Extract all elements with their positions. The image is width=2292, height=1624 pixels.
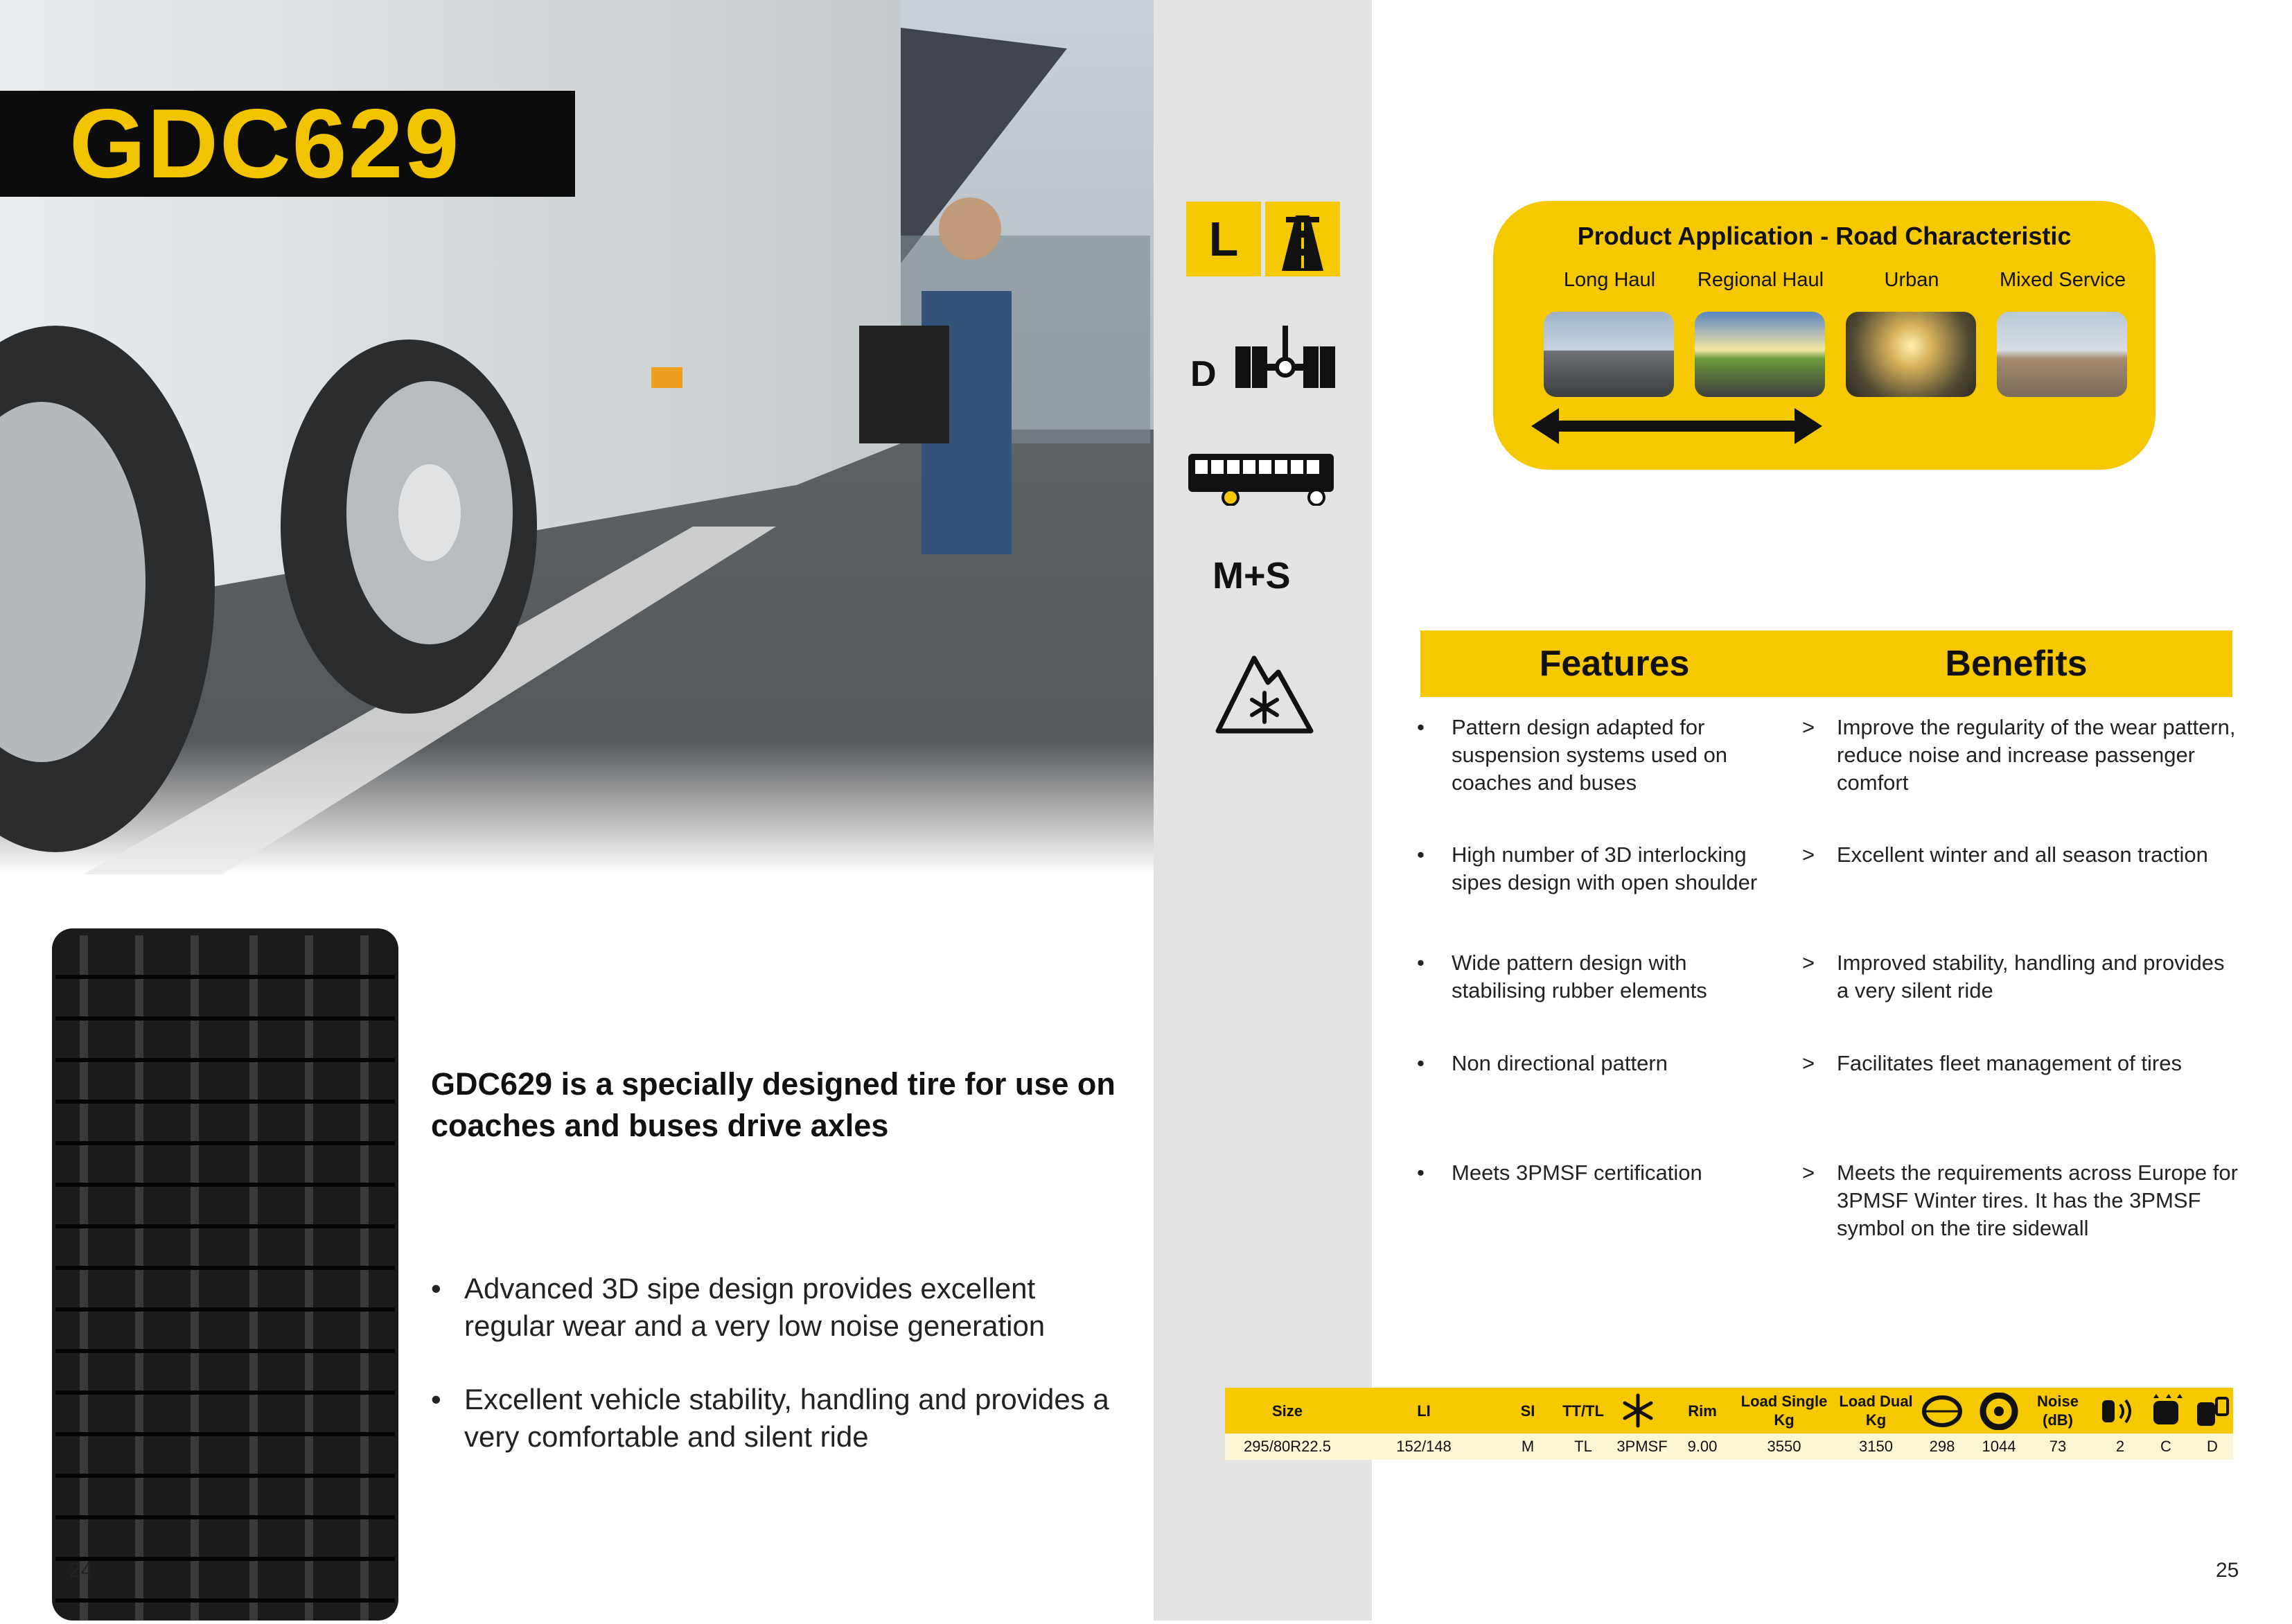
- product-title: GDC629: [69, 89, 461, 199]
- application-label: Long Haul: [1563, 269, 1656, 291]
- application-title: Product Application - Road Characteristic: [1577, 222, 2072, 250]
- header-li: LI: [1417, 1402, 1431, 1420]
- haul-letter: L: [1208, 212, 1239, 266]
- bullet-text: Advanced 3D sipe design provides excellent regular wear and a very low noise generation: [464, 1272, 1046, 1342]
- feature-item: [1413, 841, 1781, 897]
- header-size: Size: [1271, 1402, 1303, 1420]
- page-number-right: 25: [2216, 1559, 2239, 1582]
- benefits-heading: Benefits: [1945, 644, 2088, 684]
- arrow-marker: >: [1802, 715, 1815, 739]
- snowflake-icon: [1620, 1393, 1656, 1429]
- benefit-text: Improved stability, handling and provides a very silent ride: [1837, 951, 2225, 1003]
- header-tt: TT/TL: [1562, 1402, 1604, 1420]
- value-load-single: 3550: [1767, 1438, 1801, 1455]
- header-load-dual: Load Dual Kg: [1839, 1393, 1913, 1429]
- mixed-service-thumbnail: [1997, 312, 2127, 397]
- application-label: Urban: [1884, 269, 1939, 291]
- feature-item: [1413, 714, 1781, 797]
- ms-mark: M+S: [1213, 555, 1291, 597]
- wet-grip-icon: [2146, 1394, 2185, 1429]
- feature-item: [1413, 1050, 1781, 1077]
- benefit-item: [1798, 949, 2228, 1005]
- benefit-text: Improve the regularity of the wear pattern, reduce noise and increase passenger comfort: [1837, 715, 2236, 795]
- bullet-dot: •: [431, 1383, 441, 1415]
- arrow-marker: >: [1802, 842, 1815, 867]
- feature-text: Pattern design adapted for suspension systems used on coaches and buses: [1452, 715, 1728, 795]
- value-diameter: 1044: [1982, 1438, 2016, 1455]
- value-li: 152/148: [1396, 1438, 1452, 1455]
- long-haul-thumbnail: [1544, 312, 1674, 397]
- benefit-text: Meets the requirements across Europe for 3PMSF Winter tires. It has the 3PMSF symbol on the tire sidewall: [1837, 1160, 2238, 1240]
- bullet-dot: •: [1417, 842, 1425, 867]
- value-size: 295/80R22.5: [1244, 1438, 1331, 1455]
- highway-icon: [1265, 202, 1340, 276]
- bullet-item: [431, 1381, 1124, 1457]
- drive-axle-letter: D: [1190, 354, 1217, 394]
- header-rim: Rim: [1688, 1402, 1717, 1420]
- value-noise: 73: [2049, 1438, 2067, 1455]
- tread-pattern-illustration: [42, 915, 409, 1621]
- bullet-item: [431, 1270, 1124, 1346]
- bullet-dot: •: [1417, 1051, 1425, 1075]
- feature-text: High number of 3D interlocking sipes design with open shoulder: [1452, 842, 1758, 894]
- fuel-efficiency-icon: [2193, 1394, 2232, 1429]
- arrow-marker: >: [1802, 951, 1815, 975]
- value-si: M: [1521, 1438, 1535, 1455]
- drive-axle-icon: [1230, 326, 1341, 402]
- features-heading: Features: [1539, 644, 1690, 684]
- bullet-dot: •: [1417, 715, 1425, 739]
- tire-width-icon: [1921, 1394, 1964, 1429]
- bullet-dot: •: [431, 1272, 441, 1305]
- urban-thumbnail: [1846, 312, 1976, 397]
- benefit-text: Excellent winter and all season traction: [1837, 842, 2208, 867]
- regional-haul-thumbnail: [1695, 312, 1825, 397]
- bullet-dot: •: [1417, 1160, 1425, 1185]
- tire-tread-image: [42, 915, 409, 1621]
- value-tt: TL: [1574, 1438, 1592, 1455]
- value-fuel-class: D: [2207, 1438, 2218, 1455]
- arrow-marker: >: [1802, 1051, 1815, 1075]
- noise-label-icon: [2099, 1396, 2141, 1427]
- feature-text: Non directional pattern: [1452, 1051, 1668, 1075]
- value-noise-class: 2: [2115, 1438, 2125, 1455]
- 3pmsf-mountain-icon: [1213, 644, 1316, 738]
- tire-diameter-icon: [1978, 1393, 2020, 1430]
- header-load-single: Load Single Kg: [1740, 1393, 1828, 1429]
- application-label: Mixed Service: [1999, 269, 2126, 291]
- value-3pmsf: 3PMSF: [1616, 1438, 1668, 1455]
- arrow-marker: >: [1802, 1160, 1815, 1185]
- page-number-left: 24: [69, 1559, 93, 1582]
- feature-text: Meets 3PMSF certification: [1452, 1160, 1702, 1185]
- bullet-text: Excellent vehicle stability, handling and provides a very comfortable and silent ride: [464, 1383, 1109, 1453]
- value-load-dual: 3150: [1859, 1438, 1893, 1455]
- header-si: SI: [1520, 1402, 1535, 1420]
- long-haul-badge: [1186, 202, 1261, 276]
- value-rim: 9.00: [1687, 1438, 1718, 1455]
- range-arrow-icon: [1531, 405, 1822, 447]
- benefit-item: [1798, 841, 2228, 897]
- benefit-item: [1798, 1050, 2228, 1077]
- benefit-item: [1798, 1159, 2238, 1242]
- header-noise: Noise (dB): [2037, 1393, 2079, 1429]
- feature-text: Wide pattern design with stabilising rubber elements: [1452, 951, 1707, 1003]
- feature-item: [1413, 949, 1781, 1005]
- bullet-dot: •: [1417, 951, 1425, 975]
- value-width: 298: [1929, 1438, 1955, 1455]
- benefit-text: Facilitates fleet management of tires: [1837, 1051, 2182, 1075]
- product-description: GDC629 is a specially designed tire for use on coaches and buses drive axles: [431, 1066, 1116, 1143]
- application-label: Regional Haul: [1697, 269, 1824, 291]
- benefit-item: [1798, 714, 2236, 797]
- value-grip-class: C: [2160, 1438, 2171, 1455]
- feature-item: [1413, 1159, 1781, 1187]
- bus-icon: [1185, 450, 1344, 506]
